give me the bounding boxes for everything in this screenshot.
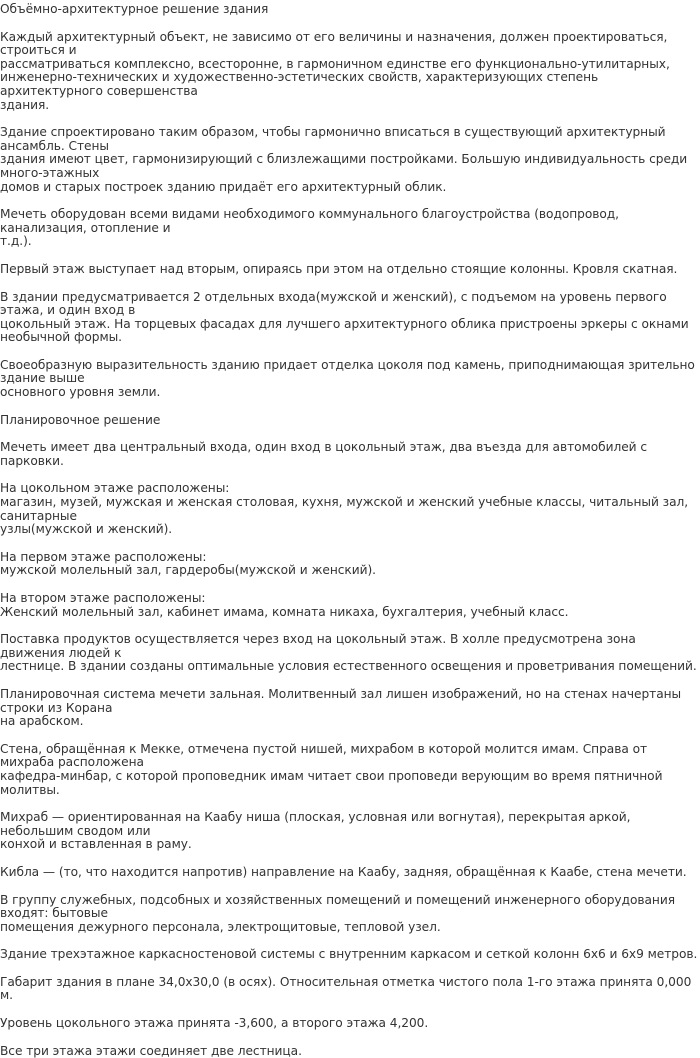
paragraph: Первый этаж выступает над вторым, опираясь при этом на отдельно стоящие колонны. Кровля скатная. [0,261,678,276]
paragraph: Мечеть имеет два центральный входа, один вход в цокольный этаж, два въезда для автомобилей с парковки. [0,440,647,468]
paragraph: Кибла — (то, что находится напротив) направление на Каабу, задняя, обращённая к Каабе, стена мечети. [0,864,687,879]
section-heading-architecture: Объёмно-архитектурное решение здания [0,2,269,16]
section-heading-planning: Планировочное решение [0,412,161,427]
paragraph: Планировочная система мечети зальная. Молитвенный зал лишен изображений, но на стенах начертаны строки из Корана на арабском. [0,686,682,729]
paragraph: Здание трехэтажное каркасностеновой системы с внутренним каркасом и сеткой колонн 6х6 и 6х9 метров. [0,947,698,962]
paragraph: На первом этаже расположены: мужской молельный зал, гардеробы(мужской и женский). [0,549,376,578]
paragraph: Все три этажа этажи соединяет две лестница. [0,1043,302,1058]
paragraph: На цокольном этаже расположены: магазин, музей, мужская и женская столовая, кухня, мужской и женский учебные классы, читальный зал, санитарные узлы(мужской и женский). [0,481,689,537]
paragraph: Уровень цокольного этажа принята -3,600, а второго этажа 4,200. [0,1016,429,1031]
paragraph: Габарит здания в плане 34,0х30,0 (в осях). Относительная отметка чистого пола 1-го этажа принята 0,000 м. [0,974,692,1003]
paragraph: Своеобразную выразительность зданию придает отделка цоколя под камень, приподнимающая зрительно здание выше основного уровня земли. [0,357,695,400]
paragraph: Мечеть оборудован всеми видами необходимого коммунального благоустройства (водопровод, канализация, отопление и т.д.). [0,207,619,249]
paragraph: В здании предусматривается 2 отдельных входа(мужской и женский), с подъемом на уровень первого этажа, и один вход в цокольный этаж. На торцевых фасадах для лучшего архитектурного облика пристроены эркеры с окнами необычной формы. [0,289,689,345]
paragraph: Здание спроектировано таким образом, чтобы гармонично вписаться в существующий архитектурный ансамбль. Стены здания имеют цвет, гармонизирующий с близлежащими постройками. Большую индивидуальность среди много-этажных домов и старых построек зданию придаёт его архитектурный облик. [0,125,688,194]
paragraph: На втором этаже расположены: Женский молельный зал, кабинет имама, комната никаха, бухгалтерия, учебный класс. [0,591,569,619]
paragraph: Стена, обращённая к Мекке, отмечена пустой нишей, михрабом в которой молится имам. Справа от михраба расположена кафедра-минбар, с которой проповедник имам читает свои проповеди верующим во время пятничной молитвы. [0,741,663,797]
paragraph: В группу служебных, подсобных и хозяйственных помещений и помещений инженерного оборудования входят: бытовые помещения дежурного персонала, электрощитовые, тепловой узел. [0,892,675,934]
paragraph: Каждый архитектурный объект, не зависимо от его величины и назначения, должен проектироваться, строиться и рассматриваться комплексно, всесторонне, в гармоничном единстве его функционально-утилитарных, инженерно-технических и художественно-эстетических свойств, характеризующих степень архитектурного совершенства здания. [0,29,670,112]
paragraph: Поставка продуктов осуществляется через вход на цокольный этаж. В холле предусмотрена зона движения людей к лестнице. В здании созданы оптимальные условия естественного освещения и проветривания помещений. [0,632,697,674]
paragraph: Михраб — ориентированная на Каабу ниша (плоская, условная или вогнутая), перекрытая аркой, небольшим сводом или конхой и вставленная в раму. [0,810,631,852]
